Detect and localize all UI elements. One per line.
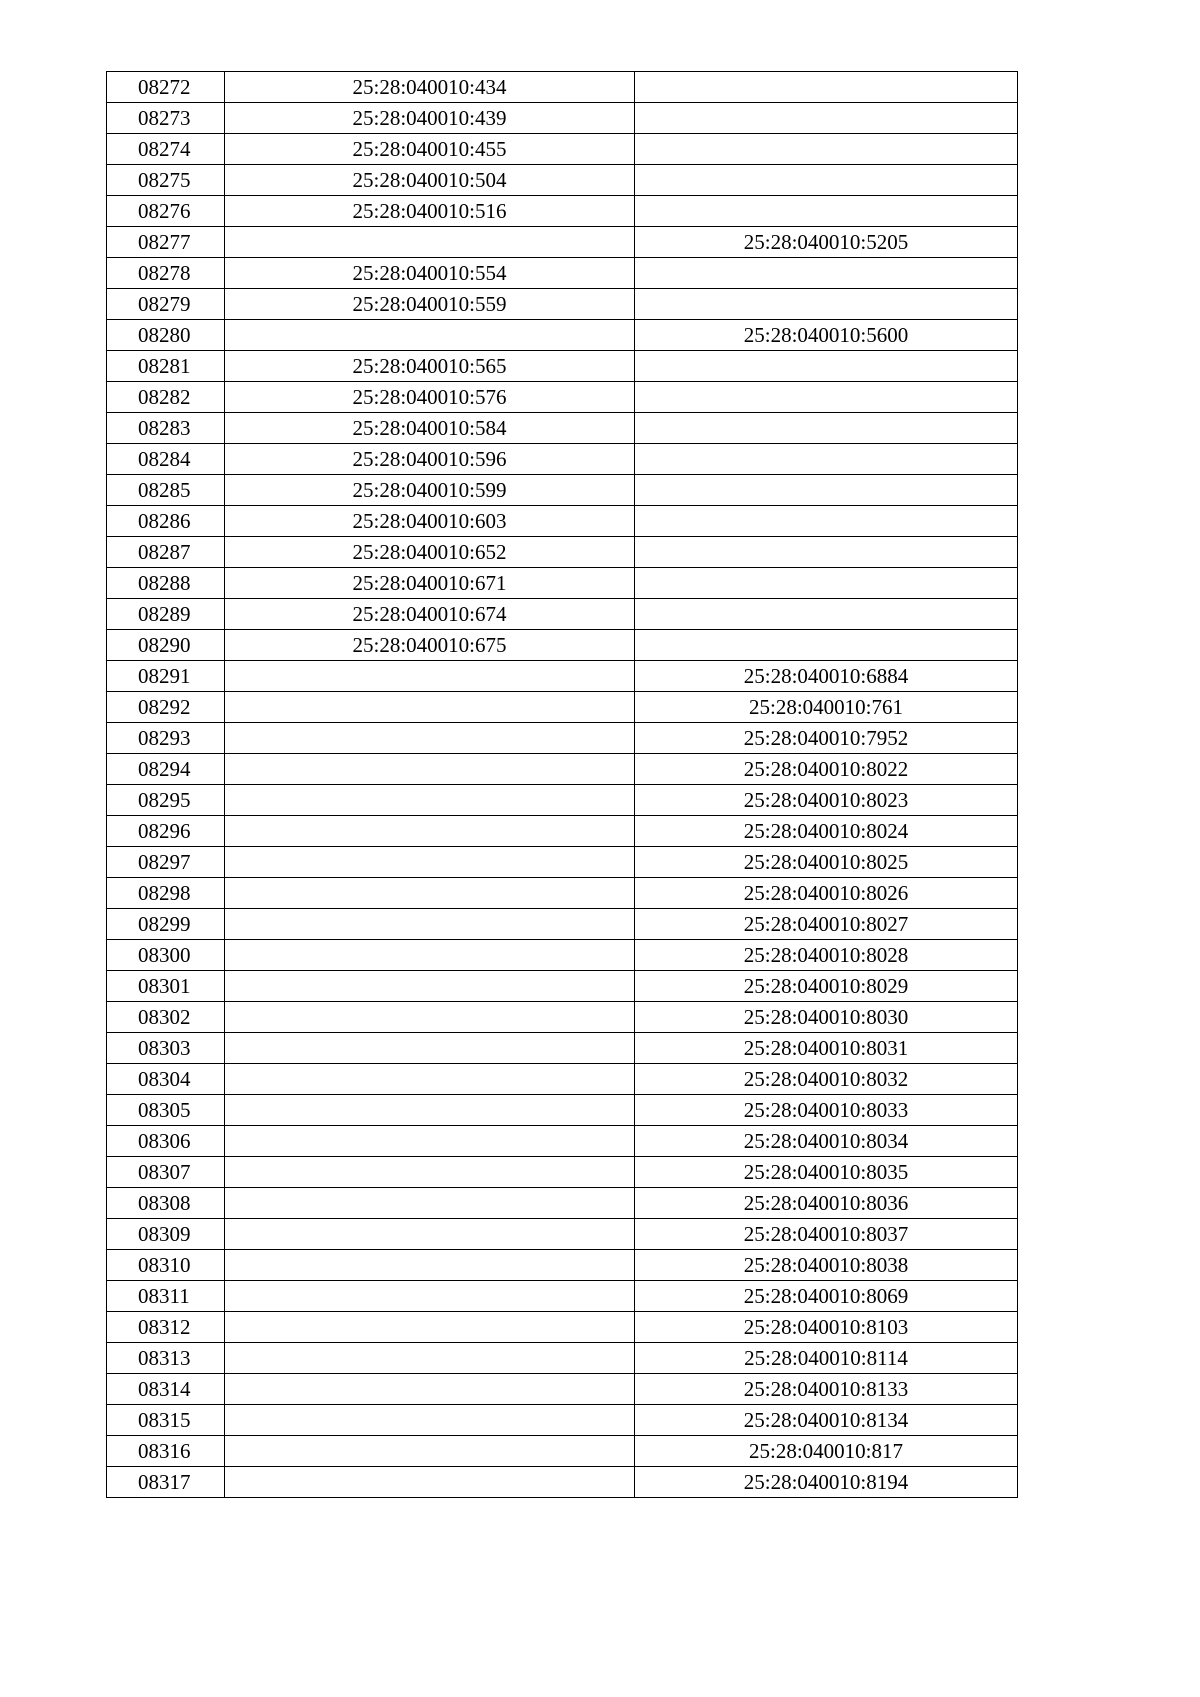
cadastral-number-cell [225,754,635,785]
row-number-cell: 08295 [107,785,225,816]
cadastral-number-cell: 25:28:040010:576 [225,382,635,413]
table-row [107,599,1018,630]
cadastral-number-alt-cell [635,537,1018,568]
cadastral-number-alt-cell [635,165,1018,196]
row-number-cell: 08317 [107,1467,225,1498]
cadastral-number-alt-cell [635,568,1018,599]
table-row [107,1126,1018,1157]
cadastral-number-cell [225,1405,635,1436]
cadastral-number-alt-cell: 25:28:040010:8133 [635,1374,1018,1405]
cadastral-number-cell [225,661,635,692]
table-row [107,816,1018,847]
cadastral-number-cell [225,1312,635,1343]
cadastral-number-alt-cell: 25:28:040010:8031 [635,1033,1018,1064]
cadastral-number-cell [225,785,635,816]
row-number-cell: 08294 [107,754,225,785]
cadastral-number-alt-cell [635,413,1018,444]
cadastral-number-cell [225,1436,635,1467]
row-number-cell: 08298 [107,878,225,909]
cadastral-number-alt-cell: 25:28:040010:8026 [635,878,1018,909]
cadastral-number-alt-cell: 25:28:040010:7952 [635,723,1018,754]
table-row [107,1157,1018,1188]
cadastral-number-cell [225,723,635,754]
table-row [107,692,1018,723]
table-row [107,103,1018,134]
cadastral-number-alt-cell: 25:28:040010:5205 [635,227,1018,258]
table-row [107,444,1018,475]
cadastral-number-alt-cell: 25:28:040010:8035 [635,1157,1018,1188]
cadastral-number-cell [225,878,635,909]
cadastral-number-alt-cell: 25:28:040010:817 [635,1436,1018,1467]
cadastral-number-alt-cell [635,258,1018,289]
row-number-cell: 08301 [107,971,225,1002]
table-row [107,1095,1018,1126]
row-number-cell: 08286 [107,506,225,537]
row-number-cell: 08311 [107,1281,225,1312]
row-number-cell: 08303 [107,1033,225,1064]
table-row [107,630,1018,661]
cadastral-number-alt-cell: 25:28:040010:8194 [635,1467,1018,1498]
table-row [107,568,1018,599]
cadastral-number-alt-cell [635,630,1018,661]
cadastral-number-cell [225,1126,635,1157]
cadastral-number-cell: 25:28:040010:652 [225,537,635,568]
row-number-cell: 08308 [107,1188,225,1219]
table-row [107,909,1018,940]
table-row [107,351,1018,382]
row-number-cell: 08300 [107,940,225,971]
table-row [107,878,1018,909]
table-row [107,1405,1018,1436]
table-body [107,72,1018,1498]
cadastral-number-cell [225,971,635,1002]
table-row [107,847,1018,878]
table-row [107,1312,1018,1343]
cadastral-number-cell: 25:28:040010:584 [225,413,635,444]
table-row [107,537,1018,568]
cadastral-number-alt-cell: 25:28:040010:761 [635,692,1018,723]
cadastral-number-cell [225,1188,635,1219]
cadastral-number-cell: 25:28:040010:554 [225,258,635,289]
cadastral-number-cell [225,1157,635,1188]
table-row [107,1188,1018,1219]
table-row [107,1250,1018,1281]
cadastral-number-cell: 25:28:040010:565 [225,351,635,382]
table-row [107,1002,1018,1033]
table-row [107,785,1018,816]
cadastral-number-cell [225,692,635,723]
cadastral-number-cell [225,940,635,971]
table-row [107,940,1018,971]
cadastral-number-alt-cell: 25:28:040010:5600 [635,320,1018,351]
cadastral-number-cell [225,1095,635,1126]
row-number-cell: 08289 [107,599,225,630]
cadastral-number-cell [225,1250,635,1281]
row-number-cell: 08274 [107,134,225,165]
table-row [107,1033,1018,1064]
cadastral-number-alt-cell: 25:28:040010:8027 [635,909,1018,940]
cadastral-number-alt-cell [635,599,1018,630]
table-row [107,165,1018,196]
cadastral-number-cell [225,1002,635,1033]
cadastral-number-alt-cell: 25:28:040010:8024 [635,816,1018,847]
cadastral-number-alt-cell: 25:28:040010:8034 [635,1126,1018,1157]
row-number-cell: 08290 [107,630,225,661]
cadastral-number-cell [225,320,635,351]
cadastral-number-alt-cell: 25:28:040010:8033 [635,1095,1018,1126]
table-row [107,723,1018,754]
cadastral-number-cell [225,227,635,258]
cadastral-number-cell: 25:28:040010:671 [225,568,635,599]
row-number-cell: 08304 [107,1064,225,1095]
cadastral-number-cell: 25:28:040010:559 [225,289,635,320]
row-number-cell: 08307 [107,1157,225,1188]
table-row [107,382,1018,413]
table-row [107,1064,1018,1095]
cadastral-number-alt-cell: 25:28:040010:8023 [635,785,1018,816]
cadastral-number-alt-cell: 25:28:040010:8025 [635,847,1018,878]
row-number-cell: 08287 [107,537,225,568]
row-number-cell: 08277 [107,227,225,258]
row-number-cell: 08316 [107,1436,225,1467]
cadastral-number-alt-cell: 25:28:040010:8134 [635,1405,1018,1436]
table-row [107,1436,1018,1467]
cadastral-number-alt-cell: 25:28:040010:8069 [635,1281,1018,1312]
table-row [107,227,1018,258]
table-row [107,258,1018,289]
cadastral-number-alt-cell [635,72,1018,103]
cadastral-number-table [106,71,1018,1498]
row-number-cell: 08293 [107,723,225,754]
cadastral-number-cell: 25:28:040010:603 [225,506,635,537]
row-number-cell: 08299 [107,909,225,940]
cadastral-number-alt-cell: 25:28:040010:8038 [635,1250,1018,1281]
cadastral-number-alt-cell [635,475,1018,506]
cadastral-number-cell: 25:28:040010:434 [225,72,635,103]
table-row [107,1281,1018,1312]
cadastral-number-alt-cell [635,196,1018,227]
cadastral-number-alt-cell: 25:28:040010:8114 [635,1343,1018,1374]
cadastral-number-cell: 25:28:040010:674 [225,599,635,630]
table-row [107,134,1018,165]
table-row [107,506,1018,537]
table-row [107,320,1018,351]
row-number-cell: 08284 [107,444,225,475]
cadastral-number-cell: 25:28:040010:675 [225,630,635,661]
row-number-cell: 08315 [107,1405,225,1436]
row-number-cell: 08285 [107,475,225,506]
table-row [107,196,1018,227]
cadastral-number-cell [225,1219,635,1250]
cadastral-number-alt-cell: 25:28:040010:8103 [635,1312,1018,1343]
row-number-cell: 08312 [107,1312,225,1343]
cadastral-number-alt-cell [635,351,1018,382]
cadastral-number-cell: 25:28:040010:455 [225,134,635,165]
table-row [107,1467,1018,1498]
row-number-cell: 08288 [107,568,225,599]
cadastral-number-cell: 25:28:040010:516 [225,196,635,227]
row-number-cell: 08276 [107,196,225,227]
row-number-cell: 08302 [107,1002,225,1033]
cadastral-number-cell [225,816,635,847]
row-number-cell: 08273 [107,103,225,134]
row-number-cell: 08314 [107,1374,225,1405]
cadastral-number-cell [225,1281,635,1312]
cadastral-number-cell: 25:28:040010:599 [225,475,635,506]
table-row [107,72,1018,103]
table-row [107,661,1018,692]
cadastral-number-alt-cell [635,289,1018,320]
row-number-cell: 08272 [107,72,225,103]
cadastral-number-alt-cell: 25:28:040010:8028 [635,940,1018,971]
cadastral-number-alt-cell [635,444,1018,475]
table-row [107,754,1018,785]
cadastral-number-alt-cell: 25:28:040010:6884 [635,661,1018,692]
row-number-cell: 08279 [107,289,225,320]
cadastral-number-cell [225,1467,635,1498]
cadastral-number-cell: 25:28:040010:596 [225,444,635,475]
cadastral-number-cell [225,1064,635,1095]
row-number-cell: 08278 [107,258,225,289]
table-row [107,289,1018,320]
row-number-cell: 08275 [107,165,225,196]
table-row [107,971,1018,1002]
cadastral-number-alt-cell [635,506,1018,537]
cadastral-number-alt-cell [635,382,1018,413]
cadastral-number-alt-cell: 25:28:040010:8022 [635,754,1018,785]
cadastral-number-cell: 25:28:040010:504 [225,165,635,196]
row-number-cell: 08313 [107,1343,225,1374]
row-number-cell: 08305 [107,1095,225,1126]
table-row [107,1343,1018,1374]
table-row [107,475,1018,506]
row-number-cell: 08280 [107,320,225,351]
row-number-cell: 08309 [107,1219,225,1250]
row-number-cell: 08281 [107,351,225,382]
cadastral-number-alt-cell [635,134,1018,165]
table-row [107,1374,1018,1405]
row-number-cell: 08283 [107,413,225,444]
table-row [107,1219,1018,1250]
cadastral-number-cell [225,1374,635,1405]
row-number-cell: 08296 [107,816,225,847]
row-number-cell: 08306 [107,1126,225,1157]
row-number-cell: 08291 [107,661,225,692]
cadastral-number-alt-cell: 25:28:040010:8036 [635,1188,1018,1219]
row-number-cell: 08297 [107,847,225,878]
cadastral-number-cell [225,847,635,878]
cadastral-number-cell: 25:28:040010:439 [225,103,635,134]
cadastral-number-cell [225,1343,635,1374]
cadastral-number-alt-cell [635,103,1018,134]
row-number-cell: 08292 [107,692,225,723]
cadastral-number-cell [225,1033,635,1064]
cadastral-number-alt-cell: 25:28:040010:8037 [635,1219,1018,1250]
table-row [107,413,1018,444]
cadastral-number-alt-cell: 25:28:040010:8029 [635,971,1018,1002]
row-number-cell: 08282 [107,382,225,413]
row-number-cell: 08310 [107,1250,225,1281]
cadastral-number-alt-cell: 25:28:040010:8030 [635,1002,1018,1033]
cadastral-number-alt-cell: 25:28:040010:8032 [635,1064,1018,1095]
cadastral-number-cell [225,909,635,940]
